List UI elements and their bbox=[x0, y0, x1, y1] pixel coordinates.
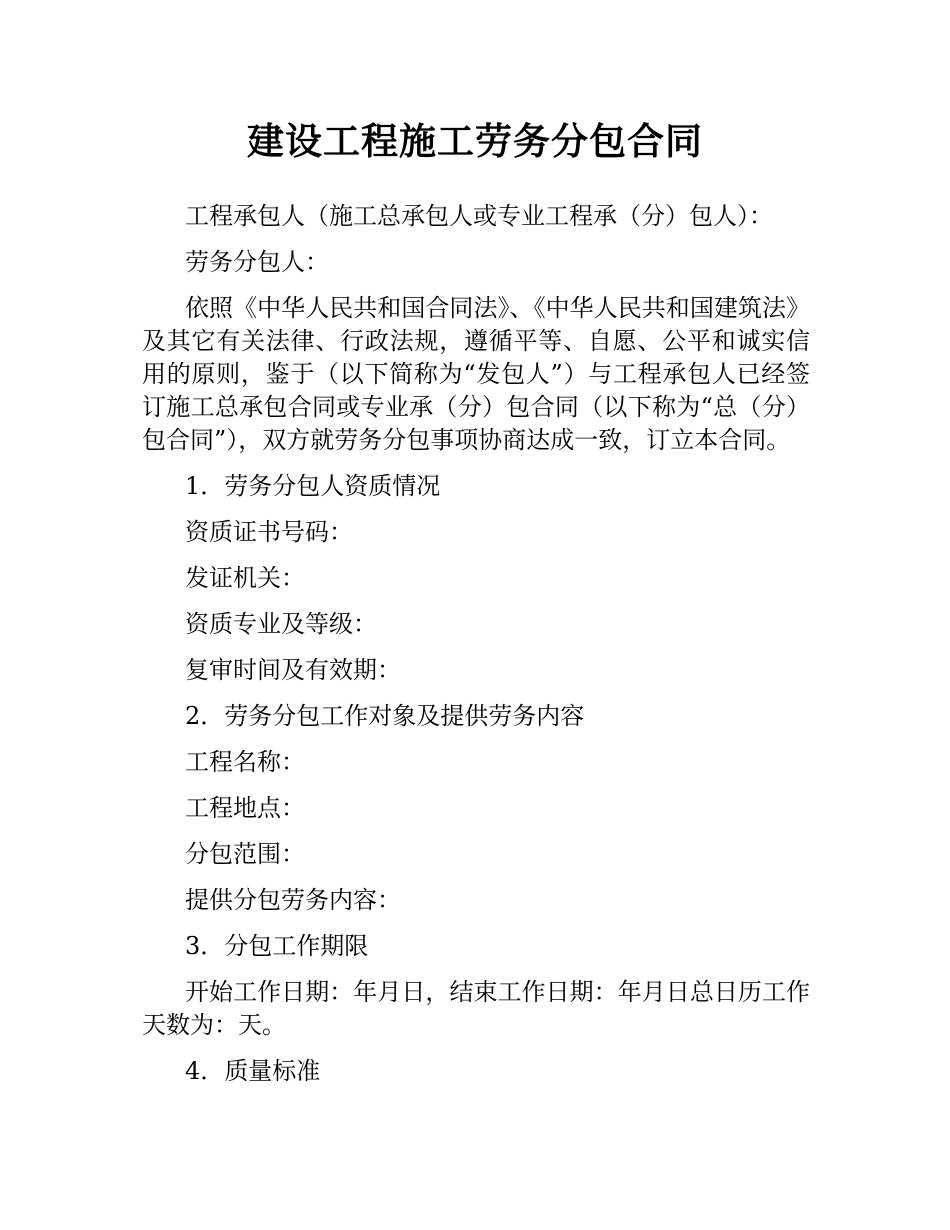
contractor-line: 工程承包人（施工总承包人或专业工程承（分）包人）： bbox=[185, 202, 773, 230]
section-3-heading: 3．分包工作期限 bbox=[185, 932, 369, 960]
section-2-heading: 2．劳务分包工作对象及提供劳务内容 bbox=[185, 702, 585, 730]
certificate-number-line: 资质证书号码： bbox=[185, 518, 353, 546]
work-period-paragraph: 开始工作日期：年月日，结束工作日期：年月日总日历工作天数为：天。 bbox=[142, 978, 810, 1039]
issuing-authority-line: 发证机关： bbox=[185, 564, 305, 592]
project-location-line: 工程地点： bbox=[185, 794, 305, 822]
preamble-paragraph: 依照《中华人民共和国合同法》、《中华人民共和国建筑法》及其它有关法律、行政法规，遵循平等、自愿、公平和诚实信用的原则，鉴于（以下简称为“发包人”）与工程承包人已经签订施工总承包合同或专业承（分）包合同（以下称为“总（分）包合同”），双方就劳务分包事项协商达成一致，订立本合同。 bbox=[142, 294, 810, 454]
section-4-heading: 4．质量标准 bbox=[185, 1057, 321, 1085]
document-body bbox=[142, 200, 810, 1101]
subcontract-scope-line: 分包范围： bbox=[185, 840, 305, 868]
review-validity-line: 复审时间及有效期： bbox=[185, 656, 401, 684]
qualification-grade-line: 资质专业及等级： bbox=[185, 610, 377, 638]
labor-content-line: 提供分包劳务内容： bbox=[185, 886, 401, 914]
section-1-heading: 1．劳务分包人资质情况 bbox=[185, 472, 441, 500]
project-name-line: 工程名称： bbox=[185, 748, 305, 776]
subcontractor-line: 劳务分包人： bbox=[185, 248, 329, 276]
document-title: 建设工程施工劳务分包合同 bbox=[247, 120, 703, 163]
